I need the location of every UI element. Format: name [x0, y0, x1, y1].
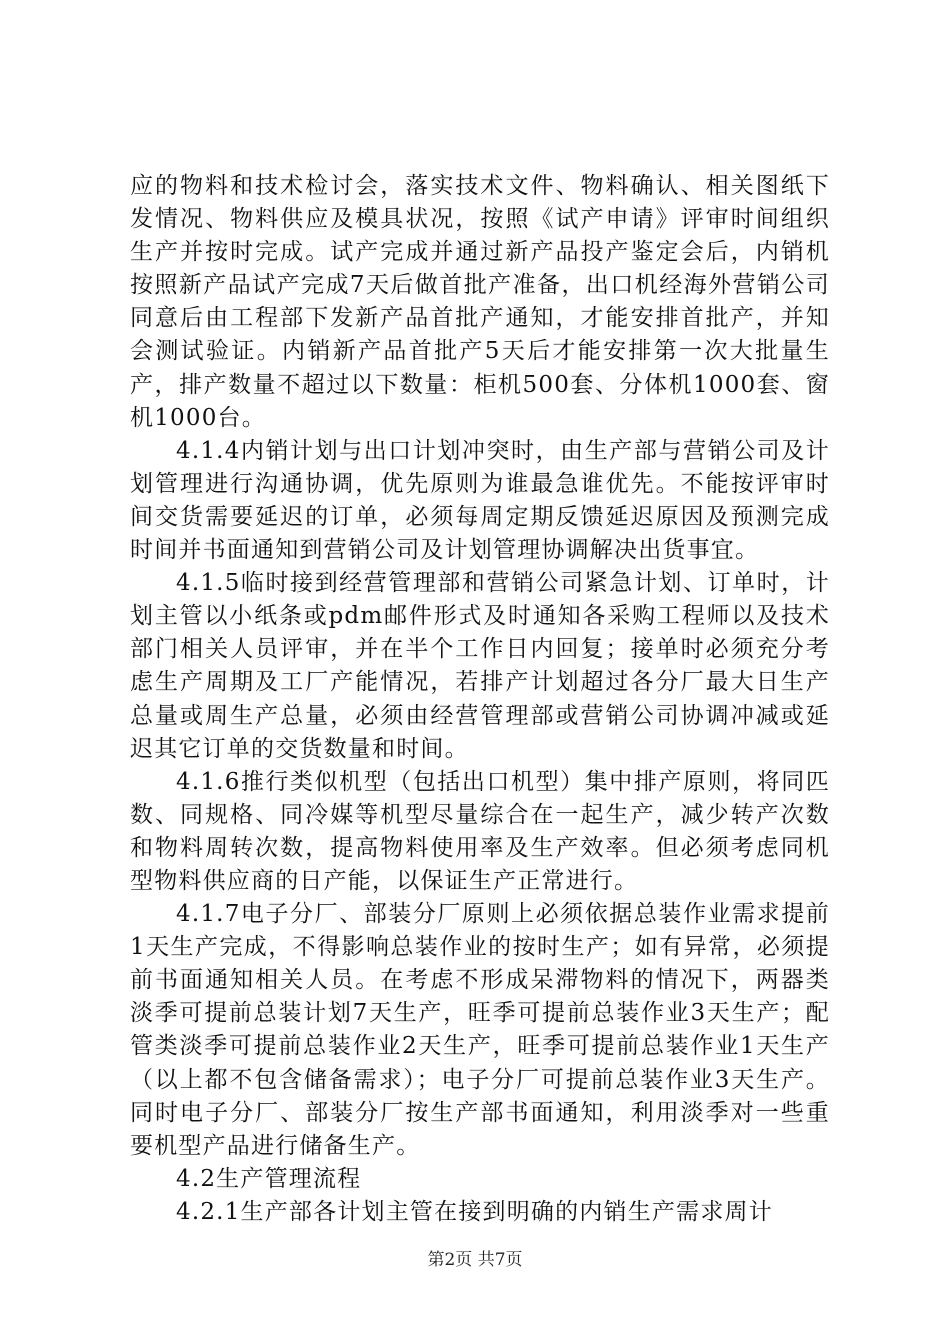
- paragraph-4-1-5: 4.1.5临时接到经营管理部和营销公司紧急计划、订单时，计划主管以小纸条或pdm邮件形式及时通知各采购工程师以及技术部门相关人员评审，并在半个工作日内回复；接单时必须充分考虑生产周期及工厂产能情况，若排产计划超过各分厂最大日生产总量或周生产总量，必须由经营管理部或营销公司协调冲减或延迟其它订单的交货数量和时间。: [130, 570, 830, 762]
- paragraph-4-1-6: 4.1.6推行类似机型（包括出口机型）集中排产原则，将同匹数、同规格、同冷媒等机型尽量综合在一起生产，减少转产次数和物料周转次数，提高物料使用率及生产效率。但必须考虑同机型物料供应商的日产能，以保证生产正常进行。: [130, 768, 830, 894]
- document-body: [130, 170, 830, 1229]
- paragraph-4-1-7: 4.1.7电子分厂、部装分厂原则上必须依据总装作业需求提前1天生产完成，不得影响总装作业的按时生产；如有异常，必须提前书面通知相关人员。在考虑不形成呆滞物料的情况下，两器类淡季可提前总装计划7天生产，旺季可提前总装作业3天生产；配管类淡季可提前总装作业2天生产，旺季可提前总装作业1天生产（以上都不包含储备需求）；电子分厂可提前总装作业3天生产。同时电子分厂、部装分厂按生产部书面通知，利用淡季对一些重要机型产品进行储备生产。: [130, 901, 830, 1159]
- page-footer: 第2页 共7页: [427, 1250, 523, 1270]
- paragraph-4-2-1: 4.2.1生产部各计划主管在接到明确的内销生产需求周计: [176, 1198, 773, 1225]
- paragraph-4-1-4: 4.1.4内销计划与出口计划冲突时，由生产部与营销公司及计划管理进行沟通协调，优先原则为谁最急谁优先。不能按评审时间交货需要延迟的订单，必须每周定期反馈延迟原因及预测完成时间并书面通知到营销公司及计划管理协调解决出货事宜。: [130, 437, 830, 564]
- section-heading-4-2: 4.2生产管理流程: [176, 1165, 362, 1192]
- paragraph-continuation: 应的物料和技术检讨会，落实技术文件、物料确认、相关图纸下发情况、物料供应及模具状况，按照《试产申请》评审时间组织生产并按时完成。试产完成并通过新产品投产鉴定会后，内销机按照新产品试产完成7天后做首批产准备，出口机经海外营销公司同意后由工程部下发新产品首批产通知，才能安排首批产，并知会测试验证。内销新产品首批产5天后才能安排第一次大批量生产，排产数量不超过以下数量：柜机500套、分体机1000套、窗机1000台。: [130, 173, 830, 431]
